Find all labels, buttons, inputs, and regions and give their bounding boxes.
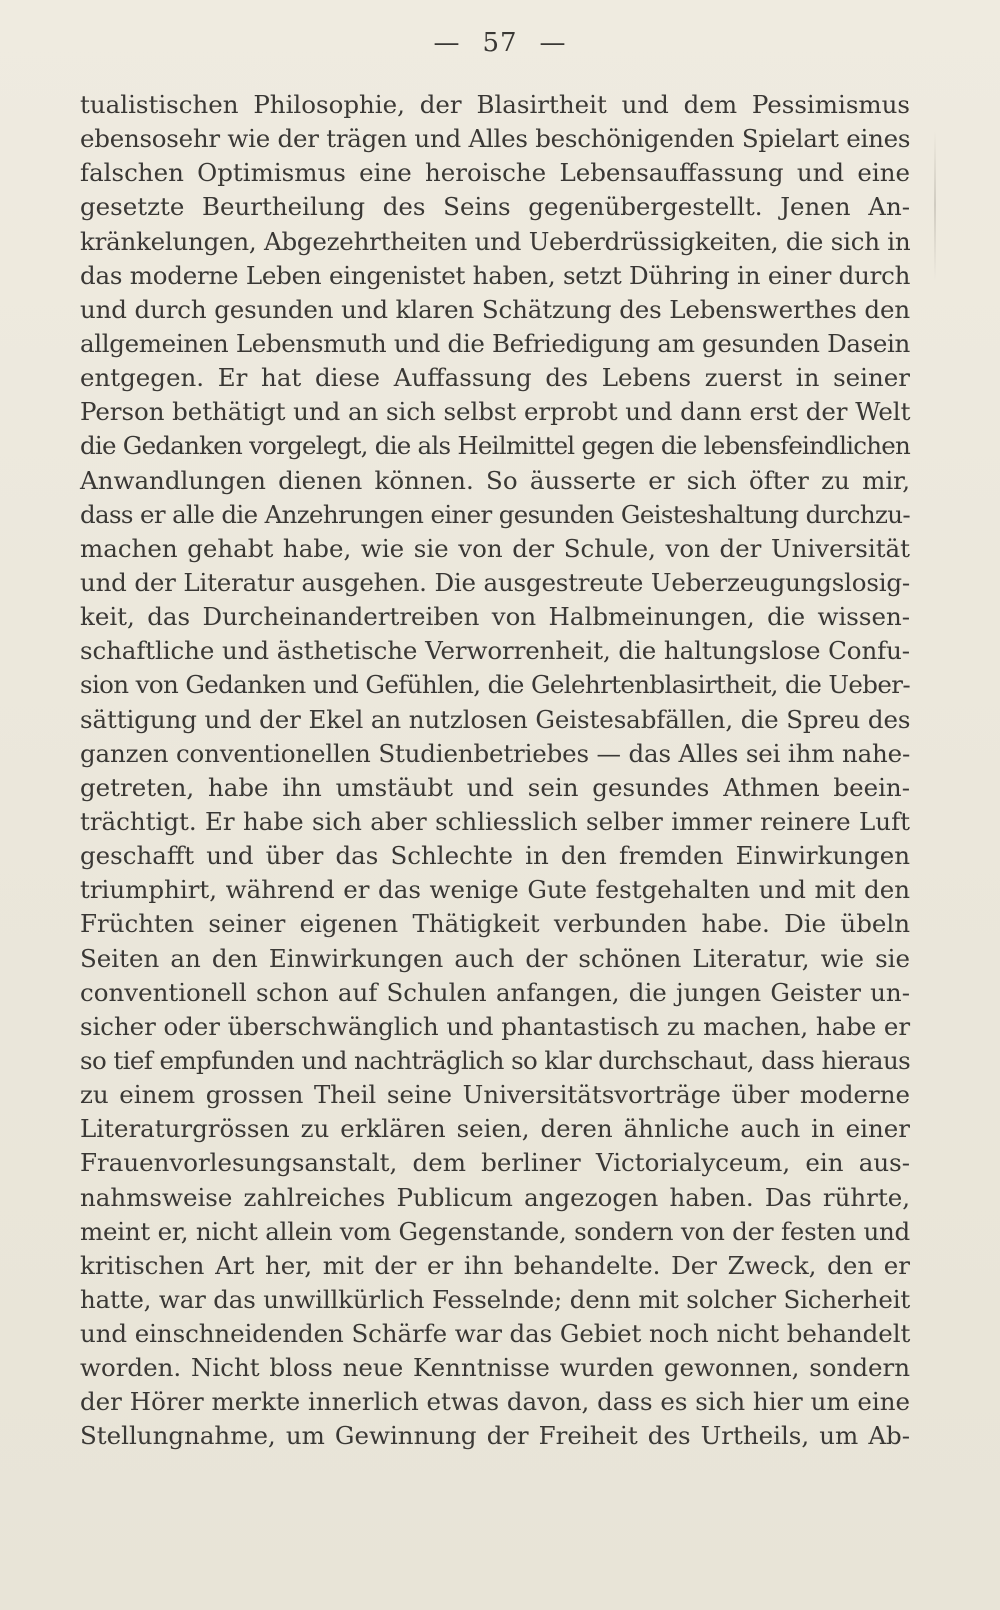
text-line: worden. Nicht bloss neue Kenntnisse wurden gewonnen, sondern: [80, 1353, 910, 1383]
text-line: hatte, war das unwillkürlich Fesselnde; denn mit solcher Sicherheit: [80, 1284, 911, 1314]
text-line: Literaturgrössen zu erklären seien, deren ähnliche auch in einer: [80, 1114, 910, 1144]
text-line: meint er, nicht allein vom Gegenstande, sondern von der festen und: [80, 1216, 910, 1246]
text-line: die Gedanken vorgelegt, die als Heilmittel gegen die lebensfeindlichen: [80, 431, 910, 461]
text-line: Person bethätigt und an sich selbst erprobt und dann erst der Welt: [80, 397, 911, 427]
text-line: geschafft und über das Schlechte in den fremden Einwirkungen: [80, 841, 910, 871]
text-line: getreten, habe ihn umstäubt und sein gesundes Athmen beein-: [80, 772, 910, 802]
text-line: nahmsweise zahlreiches Publicum angezogen haben. Das rührte,: [80, 1182, 910, 1212]
text-line: conventionell schon auf Schulen anfangen, die jungen Geister un-: [80, 977, 910, 1007]
text-line: Stellungnahme, um Gewinnung der Freiheit des Urtheils, um Ab-: [80, 1421, 910, 1451]
text-line: tualistischen Philosophie, der Blasirtheit und dem Pessimismus: [80, 90, 910, 119]
text-line: trächtigt. Er habe sich aber schliesslich selber immer reinere Luft: [80, 806, 910, 836]
page-number: 57: [482, 28, 518, 58]
text-line: kritischen Art her, mit der er ihn behandelte. Der Zweck, den er: [80, 1250, 910, 1280]
text-line: und einschneidenden Schärfe war das Gebiet noch nicht behandelt: [80, 1319, 911, 1349]
text-line: allgemeinen Lebensmuth und die Befriedigung am gesunden Dasein: [80, 328, 910, 358]
text-line: sion von Gedanken und Gefühlen, die Gelehrtenblasirtheit, die Ueber-: [80, 670, 910, 700]
text-line: dass er alle die Anzehrungen einer gesunden Geisteshaltung durchzu-: [80, 499, 910, 529]
text-line: gesetzte Beurtheilung des Seins gegenübergestellt. Jenen An-: [80, 192, 910, 222]
body-text: [80, 88, 910, 1454]
header-dash-left: —: [433, 28, 461, 58]
text-line: und der Literatur ausgehen. Die ausgestreute Ueberzeugungslosig-: [80, 567, 910, 597]
text-line: ebensosehr wie der trägen und Alles beschönigenden Spielart eines: [80, 124, 911, 154]
text-line: kränkelungen, Abgezehrtheiten und Ueberdrüssigkeiten, die sich in: [80, 226, 911, 256]
text-line: keit, das Durcheinandertreiben von Halbmeinungen, die wissen-: [80, 602, 910, 632]
text-line: falschen Optimismus eine heroische Lebensauffassung und eine: [80, 158, 910, 188]
text-line: machen gehabt habe, wie sie von der Schule, von der Universität: [80, 533, 910, 563]
text-line: Früchten seiner eigenen Thätigkeit verbunden habe. Die übeln: [80, 909, 910, 939]
text-line: schaftliche und ästhetische Verworrenheit, die haltungslose Confu-: [80, 636, 910, 666]
text-line: Anwandlungen dienen können. So äusserte er sich öfter zu mir,: [80, 465, 910, 495]
text-line: entgegen. Er hat diese Auffassung des Lebens zuerst in seiner: [80, 363, 910, 393]
header-dash-right: —: [539, 28, 567, 58]
text-line: sättigung und der Ekel an nutzlosen Geistesabfällen, die Spreu des: [80, 704, 911, 734]
text-line: so tief empfunden und nachträglich so klar durchschaut, dass hieraus: [80, 1045, 911, 1075]
text-line: sicher oder überschwänglich und phantastisch zu machen, habe er: [80, 1011, 910, 1041]
page-edge-shadow: [934, 130, 936, 280]
text-line: der Hörer merkte innerlich etwas davon, dass es sich hier um eine: [80, 1387, 910, 1417]
text-line: ganzen conventionellen Studienbetriebes — das Alles sei ihm nahe-: [80, 738, 911, 768]
text-line: triumphirt, während er das wenige Gute festgehalten und mit den: [80, 875, 910, 905]
text-line: zu einem grossen Theil seine Universitätsvorträge über moderne: [80, 1080, 910, 1110]
text-line: das moderne Leben eingenistet haben, setzt Dühring in einer durch: [80, 260, 911, 290]
page-header: [0, 28, 1000, 58]
text-line: und durch gesunden und klaren Schätzung des Lebenswerthes den: [80, 294, 910, 324]
text-line: Seiten an den Einwirkungen auch der schönen Literatur, wie sie: [80, 943, 910, 973]
text-line: Frauenvorlesungsanstalt, dem berliner Victorialyceum, ein aus-: [80, 1148, 910, 1178]
